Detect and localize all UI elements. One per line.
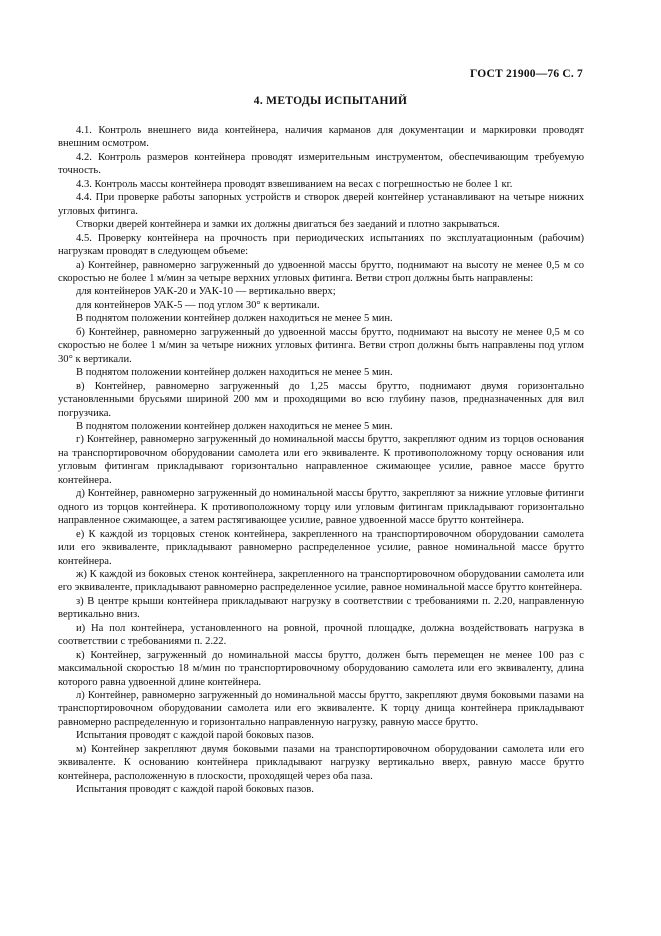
item-k: к) Контейнер, загруженный до номинальной массы брутто, должен быть перемещен не менее 100 раз с максимальной скоростью 18 м/мин по транспортировочному оборудованию самолета или его эквиваленту, длина которого равна удвоенной длине контейнера. [58, 649, 584, 688]
section-title: 4. МЕТОДЫ ИСПЫТАНИЙ [253, 95, 408, 107]
item-l: л) Контейнер, равномерно загруженный до номинальной массы брутто, закрепляют двумя боковыми пазами на транспортировочном оборудовании самолета или его эквиваленте. К торцу днища контейнера прикладывают равномерно распределенную и горизонтально направленную нагрузку, равную массе брутто. [58, 690, 584, 728]
paragraph-4-5: 4.5. Проверку контейнера на прочность при периодических испытаниях по эксплуатационным (рабочим) нагрузкам проводят в следующем объеме: [58, 232, 584, 258]
paragraph-4-4: 4.4. При проверке работы запорных устройств и створок дверей контейнер устанавливают на четыре нижних угловых фитинга. [58, 192, 584, 217]
item-a-uak20: для контейнеров УАК-20 и УАК-10 — вертикально вверх; [76, 286, 336, 298]
item-a: а) Контейнер, равномерно загруженный до удвоенной массы брутто, поднимают на высоту не менее 0,5 м со скоростью не более 1 м/мин за четыре верхних угловых фитинга. Ветви строп должны быть направлены: [58, 259, 584, 284]
item-d: д) Контейнер, равномерно загруженный до номинальной массы брутто, закрепляют за нижние угловые фитинги одного из торцов контейнера. К противоположному торцу или угловым фитингам прикладывают горизонтально направленное сжимающее, а затем растягивающее усилие, равное удвоенной массе брутто контейнера. [58, 488, 584, 527]
item-g: г) Контейнер, равномерно загруженный до номинальной массы брутто, закрепляют одним из торцов основания на транспортировочном оборудовании самолета или его эквиваленте. К противоположному торцу основания или угловым фитингам прикладывают горизонтально направленное сжимающее усилие, равное массе брутто контейнера. [58, 434, 584, 486]
running-header: ГОСТ 21900—76 С. 7 [470, 68, 583, 80]
item-v-hold: В поднятом положении контейнер должен находиться не менее 5 мин. [76, 420, 393, 432]
item-l-note: Испытания проводят с каждой парой боковых пазов. [76, 730, 314, 742]
item-b-hold: В поднятом положении контейнер должен находиться не менее 5 мин. [76, 367, 393, 379]
item-m: м) Контейнер закрепляют двумя боковыми пазами на транспортировочном оборудовании самолета или его эквиваленте. К основанию контейнера прикладывают нагрузку вертикально вверх, равную массе брутто контейнера, расположенную в плоскости, проходящей через оба паза. [58, 743, 584, 782]
paragraph-4-2: 4.2. Контроль размеров контейнера проводят измерительным инструментом, обеспечивающим требуемую точность. [58, 151, 584, 177]
paragraph-4-4-doors: Створки дверей контейнера и замки их должны двигаться без заеданий и плотно закрываться. [76, 219, 500, 231]
item-zh: ж) К каждой из боковых стенок контейнера, закрепленного на транспортировочном оборудовании самолета или его эквиваленте, прикладывают равномерно распределенное усилие, равное номинальной массе брутто контейнера. [58, 568, 584, 594]
item-z: з) В центре крыши контейнера прикладывают нагрузку в соответствии с требованиями п. 2.20, направленную вертикально вниз. [58, 595, 584, 621]
item-b: б) Контейнер, равномерно загруженный до удвоенной массы брутто, поднимают на высоту не менее 0,5 м со скоростью не более 1 м/мин за четыре нижних угловых фитинга. Ветви строп должны быть направлены под углом 30° к вертикали. [58, 326, 584, 365]
body-text [58, 124, 584, 797]
item-a-hold: В поднятом положении контейнер должен находиться не менее 5 мин. [76, 313, 393, 325]
paragraph-4-3: 4.3. Контроль массы контейнера проводят взвешиванием на весах с погрешностью не более 1 кг. [76, 178, 513, 190]
item-v: в) Контейнер, равномерно загруженный до 1,25 массы брутто, поднимают двумя горизонтально установленными брусьями шириной 200 мм и проходящими во всю глубину пазов, предназначенных для вил погрузчика. [58, 380, 584, 419]
item-m-note: Испытания проводят с каждой парой боковых пазов. [76, 784, 314, 796]
item-a-uak5: для контейнеров УАК-5 — под углом 30° к вертикали. [76, 299, 320, 311]
item-e: е) К каждой из торцовых стенок контейнера, закрепленного на транспортировочном оборудовании самолета или его эквиваленте, прикладывают равномерно распределенное усилие, равное номинальной массе брутто контейнера. [58, 528, 584, 567]
item-i: и) На пол контейнера, установленного на ровной, прочной площадке, должна воздействовать нагрузка в соответствии с требованиями п. 2.22. [58, 622, 584, 648]
paragraph-4-1: 4.1. Контроль внешнего вида контейнера, наличия карманов для документации и маркировки проводят внешним осмотром. [58, 125, 584, 150]
